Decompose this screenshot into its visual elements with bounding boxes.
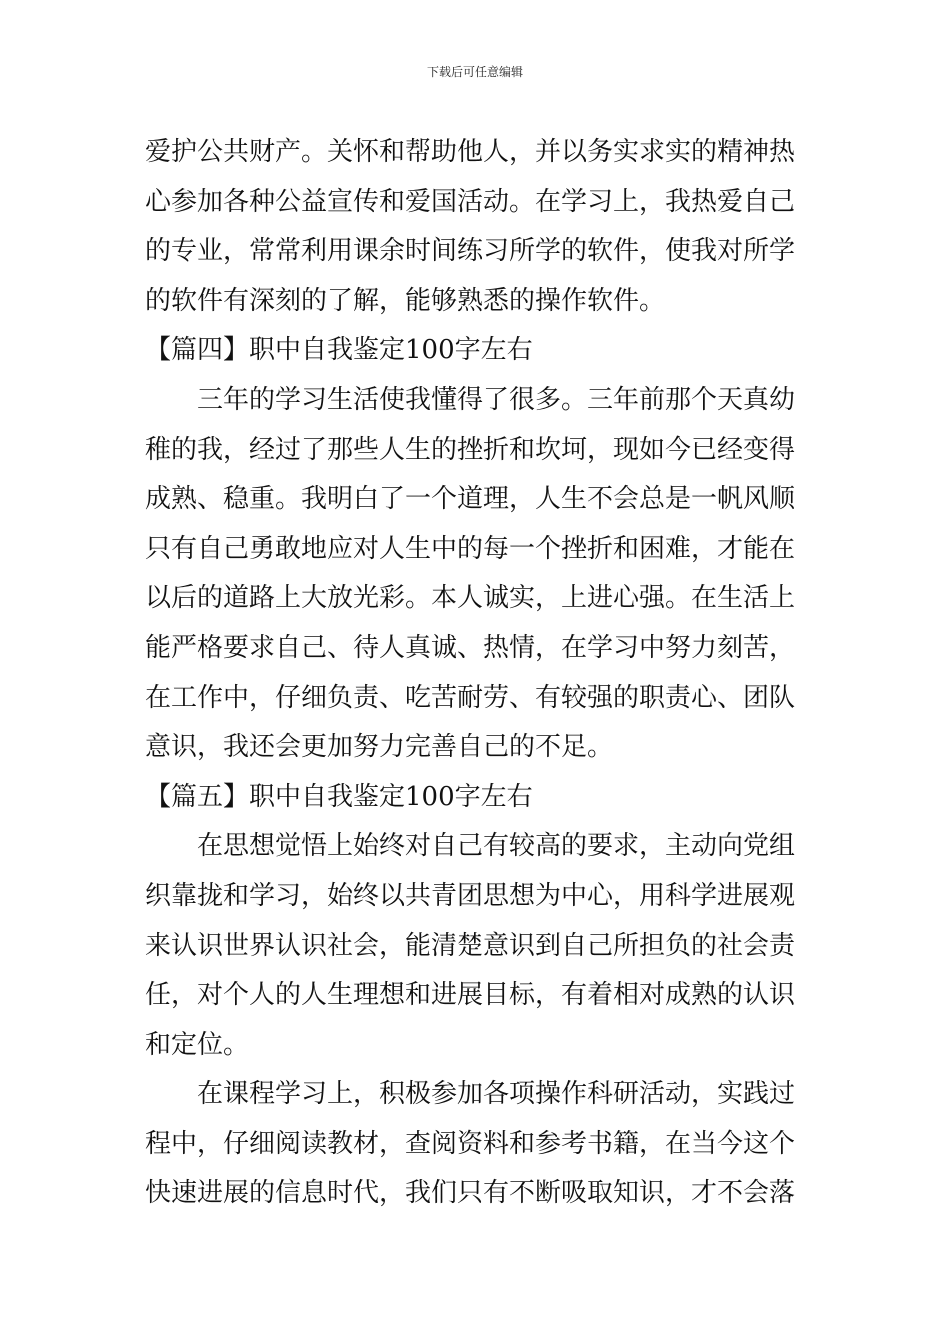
text-line: 程中，仔细阅读教材，查阅资料和参考书籍，在当今这个: [145, 1128, 796, 1159]
text-line: 快速进展的信息时代，我们只有不断吸取知识，才不会落: [145, 1178, 796, 1209]
paragraph: [145, 822, 810, 1070]
text-line: 爱护公共财产。关怀和帮助他人，并以务实求实的精神热: [145, 137, 796, 167]
text-line: 稚的我，经过了那些人生的挫折和坎坷，现如今已经变得: [145, 434, 796, 465]
text-line: 三年的学习生活使我懂得了很多。三年前那个天真幼: [197, 384, 796, 415]
section-heading: 【篇五】职中自我鉴定100字左右: [145, 781, 533, 812]
text-line: 和定位。: [145, 1029, 250, 1060]
text-line: 在思想觉悟上始终对自己有较高的要求，主动向党组: [197, 831, 796, 862]
paragraph: [145, 128, 810, 326]
text-line: 织靠拢和学习，始终以共青团思想为中心，用科学进展观: [145, 880, 796, 911]
text-line: 任，对个人的人生理想和进展目标，有着相对成熟的认识: [145, 980, 796, 1011]
text-line: 以后的道路上大放光彩。本人诚实，上进心强。在生活上: [145, 583, 796, 614]
text-line: 在工作中，仔细负责、吃苦耐劳、有较强的职责心、团队: [145, 682, 796, 713]
text-line: 意识，我还会更加努力完善自己的不足。: [145, 732, 614, 763]
text-line: 能严格要求自己、待人真诚、热情，在学习中努力刻苦，: [145, 632, 796, 663]
text-line: 心参加各种公益宣传和爱国活动。在学习上，我热爱自己: [145, 186, 796, 217]
section-heading: 【篇四】职中自我鉴定100字左右: [145, 335, 533, 366]
text-line: 的软件有深刻的了解，能够熟悉的操作软件。: [145, 285, 666, 316]
text-line: 在课程学习上，积极参加各项操作科研活动，实践过: [197, 1079, 796, 1110]
text-line: 只有自己勇敢地应对人生中的每一个挫折和困难，才能在: [145, 533, 796, 564]
text-line: 的专业，常常利用课余时间练习所学的软件，使我对所学: [145, 236, 796, 267]
text-line: 成熟、稳重。我明白了一个道理，人生不会总是一帆风顺: [145, 484, 796, 515]
text-line: 来认识世界认识社会，能清楚意识到自己所担负的社会责: [145, 930, 796, 961]
paragraph: [145, 376, 810, 773]
paragraph: [145, 1070, 810, 1219]
page-header: 下载后可任意编辑: [426, 65, 523, 79]
document-body: [145, 128, 810, 1219]
